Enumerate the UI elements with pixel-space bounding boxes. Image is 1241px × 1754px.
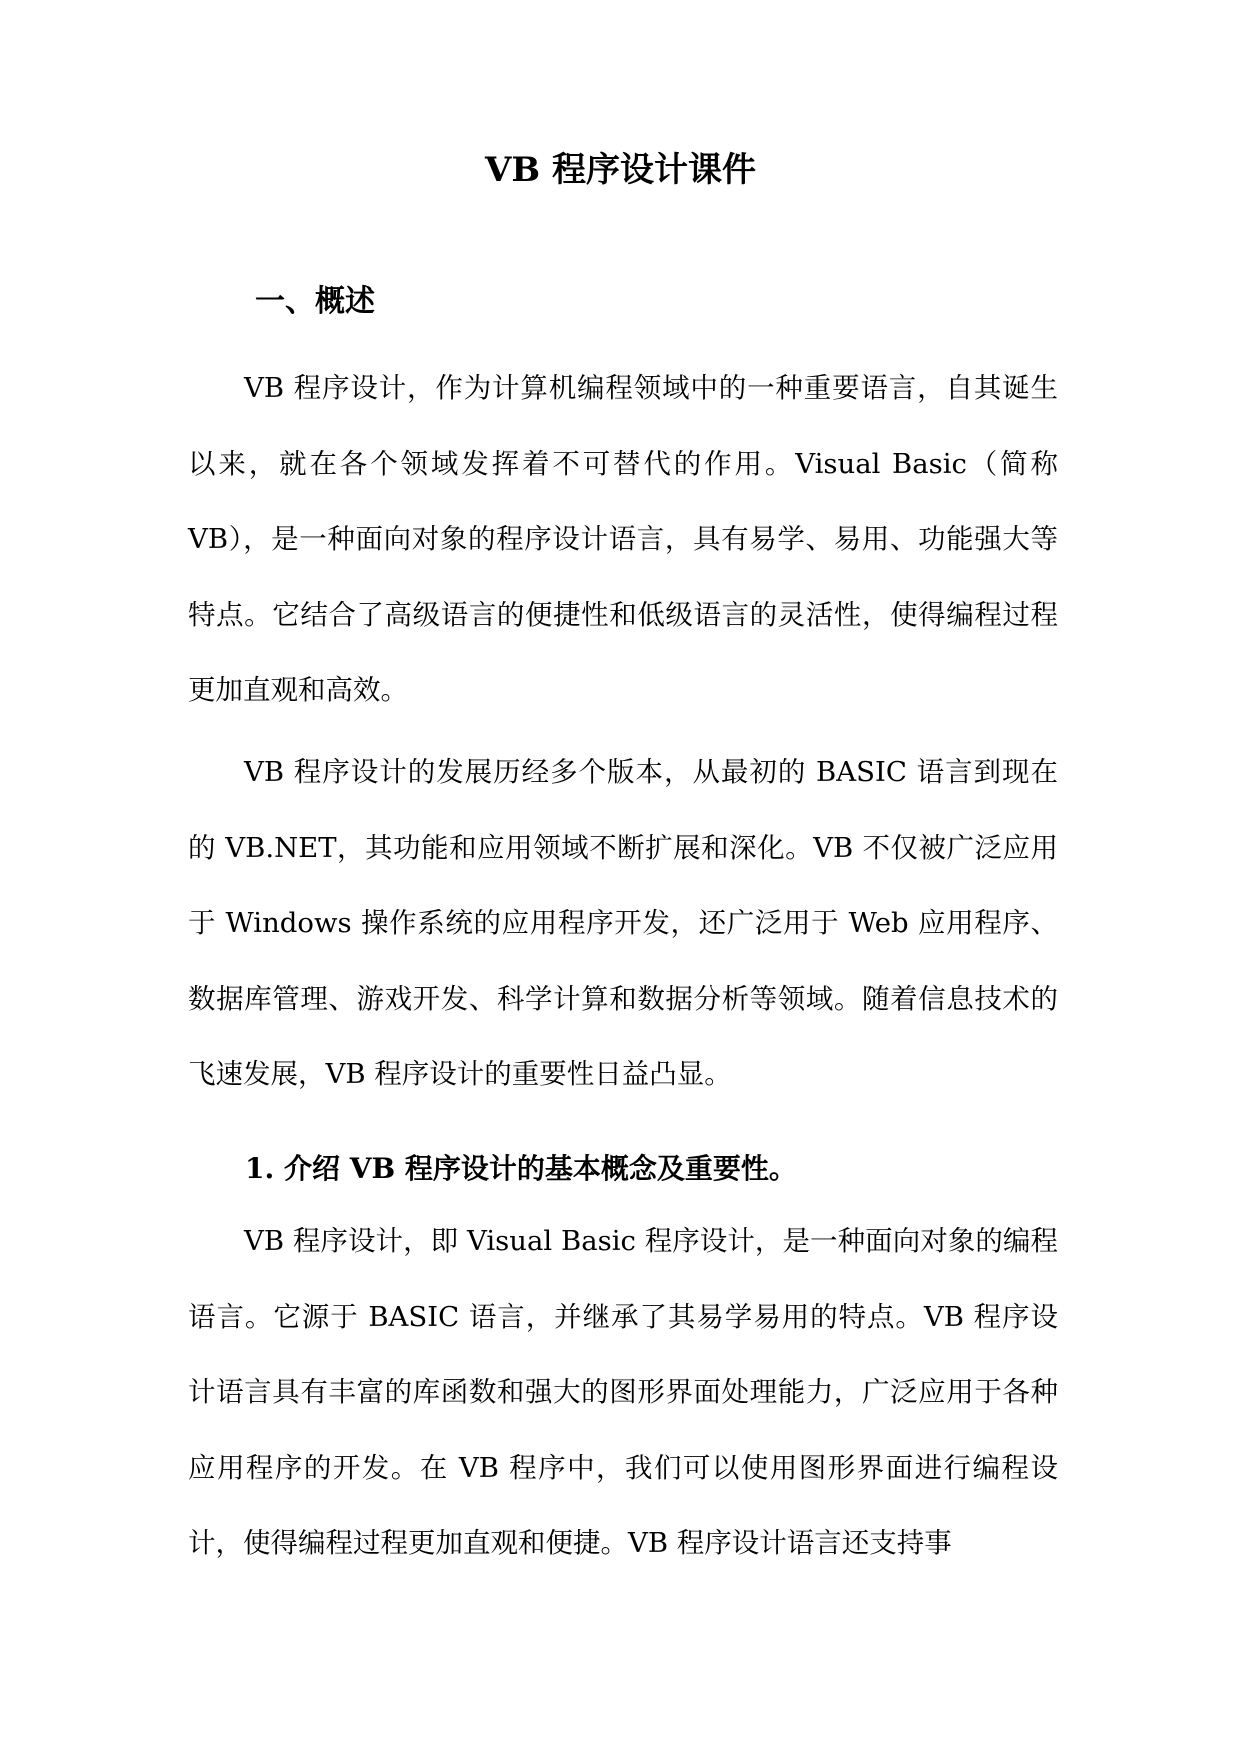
subheading: 1. 介绍 VB 程序设计的基本概念及重要性。 bbox=[245, 1152, 797, 1185]
document-title: VB 程序设计课件 bbox=[485, 150, 756, 190]
paragraph-2: VB 程序设计的发展历经多个版本，从最初的 BASIC 语言到现在的 VB.NET，其功能和应用领域不断扩展和深化。VB 不仅被广泛应用于 Windows 操作系统的应用程序开发，还广泛用于 Web 应用程序、数据库管理、游戏开发、科学计算和数据分析等领域。随着信息技术的飞速发展，VB 程序设计的重要性日益凸显。 bbox=[188, 756, 1058, 1090]
section-heading: 一、概述 bbox=[255, 284, 375, 319]
paragraph-3: VB 程序设计，即 Visual Basic 程序设计，是一种面向对象的编程语言。它源于 BASIC 语言，并继承了其易学易用的特点。VB 程序设计语言具有丰富的库函数和强大的图形界面处理能力，广泛应用于各种应用程序的开发。在 VB 程序中，我们可以使用图形界面进行编程设计，使得编程过程更加直观和便捷。VB 程序设计语言还支持事 bbox=[188, 1225, 1058, 1559]
paragraph-1: VB 程序设计，作为计算机编程领域中的一种重要语言，自其诞生以来，就在各个领域发挥着不可替代的作用。Visual Basic（简称 VB），是一种面向对象的程序设计语言，具有易学、易用、功能强大等特点。它结合了高级语言的便捷性和低级语言的灵活性，使得编程过程更加直观和高效。 bbox=[188, 372, 1058, 706]
